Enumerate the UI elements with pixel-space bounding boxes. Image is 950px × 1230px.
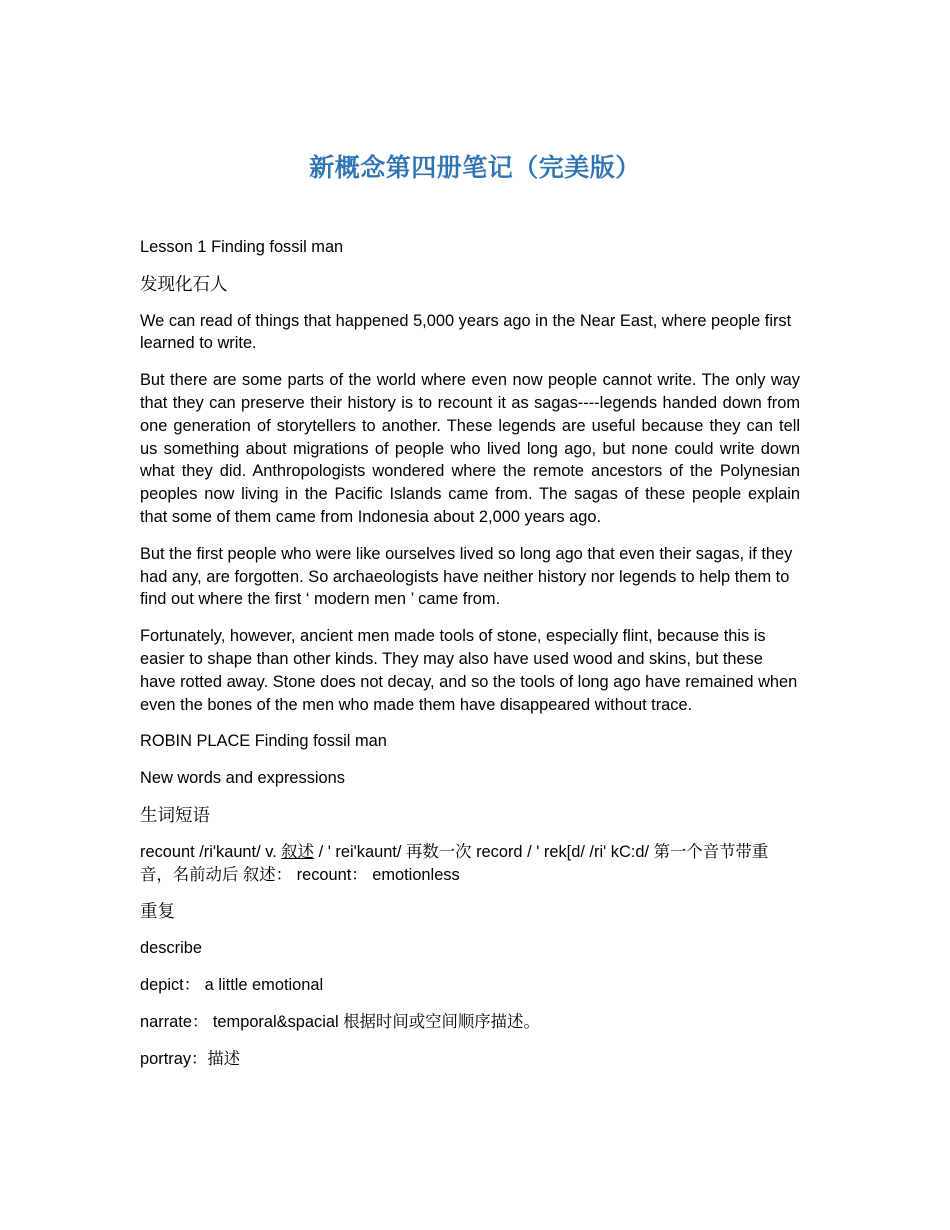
vocab-describe: describe (140, 939, 202, 958)
paragraph-2: But there are some parts of the world where even now people cannot write. The only way that they can preserve their history is to recount it as sagas----legends handed down from one generation of storytellers to another. These legends are useful because they can tell us something about migrations of people who lived long ago, but none could write down what they did. Anthropologists wondered where the remote ancestors of the Polynesian peoples now living in the Pacific Islands came from. The sagas of these people explain that some of them came from Indonesia about 2,000 years ago. (140, 371, 800, 526)
paragraph-1: We can read of things that happened 5,000 years ago in the Near East, where people first learned to write. (140, 311, 792, 353)
new-words-heading: New words and expressions (140, 769, 345, 788)
vocab-recount-meaning: 叙述 (281, 842, 315, 861)
vocab-recount-word: recount /ri'kaunt/ v. (140, 842, 282, 861)
lesson-title: Lesson 1 Finding fossil man (140, 238, 344, 256)
vocab-line-recount (140, 841, 800, 887)
author-line: ROBIN PLACE Finding fossil man (140, 732, 387, 751)
document-body (140, 236, 800, 1084)
new-words-heading-cn: 生词短语 (140, 804, 210, 825)
document-title: 新概念第四册笔记（完美版） (309, 153, 641, 182)
vocab-recount-notes: / ' rei'kaunt/ 再数一次 record / ' rek[d/ /ri' kC:d/ 第一个音节带重音，名前动后 叙述： recount： emotionless (140, 842, 769, 884)
repeat-cn: 重复 (140, 901, 175, 922)
lesson-title-cn: 发现化石人 (140, 273, 228, 294)
vocab-portray: portray：描述 (140, 1049, 241, 1068)
vocab-narrate: narrate： temporal&spacial 根据时间或空间顺序描述。 (140, 1012, 540, 1031)
paragraph-4: Fortunately, however, ancient men made tools of stone, especially flint, because this is easier to shape than other kinds. They may also have used wood and skins, but these have rotted away. Stone does not decay, and so the tools of long ago have remained when even the bones of the men who made them have disappeared without trace. (140, 627, 798, 714)
vocab-depict: depict： a little emotional (140, 975, 324, 994)
paragraph-3: But the first people who were like ourselves lived so long ago that even their sagas, if they had any, are forgotten. So archaeologists have neither history nor legends to help them to find out where the first ‘ modern men ’ came from. (140, 544, 793, 609)
